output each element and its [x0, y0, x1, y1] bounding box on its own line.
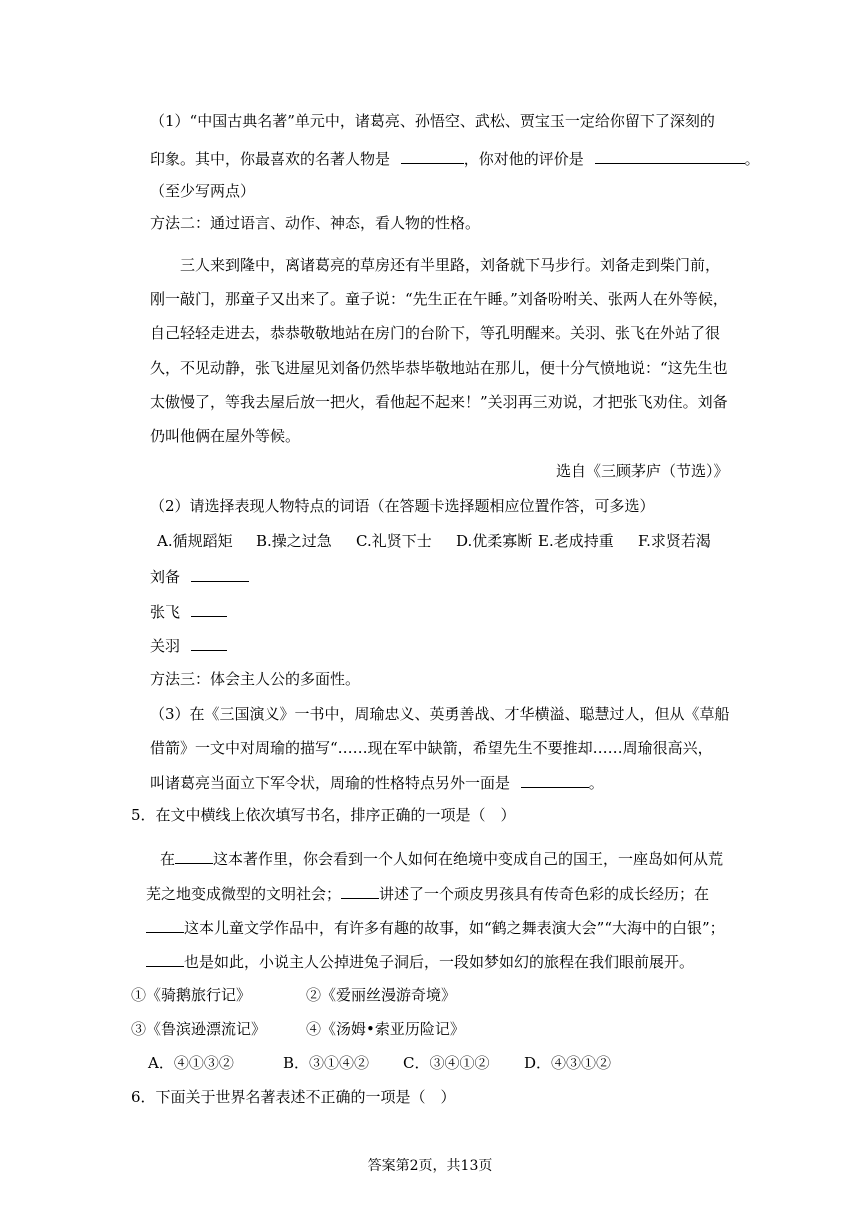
answer-blank-guanyu[interactable] [191, 635, 227, 651]
q1-text-c: 。 [744, 150, 760, 168]
q3-line2: 借箭》一文中对周瑜的描写“……现在军中缺箭，希望先生不要推却……周瑜很高兴， [150, 739, 713, 757]
q2-zhangfei-row [150, 601, 227, 622]
q3-line1: （3）在《三国演义》一书中，周瑜忠义、英勇善战、才华横溢、聪慧过人，但从《草船 [150, 705, 730, 723]
passage-line: 太傲慢了，等我去屋后放一把火，看他起不起来！”关羽再三劝说，才把张飞劝住。刘备 [150, 393, 728, 411]
q6-stem: 6．下面关于世界名著表述不正确的一项是（ ） [131, 1088, 456, 1106]
q2-option-e[interactable]: E.老成持重 [538, 532, 614, 550]
book-item-1: ①《骑鹅旅行记》 [131, 986, 252, 1004]
q1-line1: （1）“中国古典名著”单元中，诸葛亮、孙悟空、武松、贾宝玉一定给你留下了深刻的 [150, 112, 715, 130]
method-two-heading: 方法二：通过语言、动作、神态，看人物的性格。 [150, 214, 481, 232]
passage-line: 仍叫他俩在屋外等候。 [150, 427, 301, 445]
q5-stem: 5．在文中横线上依次填写书名，排序正确的一项是（ ） [131, 806, 516, 824]
answer-blank-liubei[interactable] [191, 566, 249, 582]
q5-text: 讲述了一个顽皮男孩具有传奇色彩的成长经历；在 [379, 885, 710, 903]
q5-choice-b[interactable]: B．③①④② [283, 1054, 370, 1072]
q5-text: 也是如此，小说主人公掉进兔子洞后，一段如梦如幻的旅程在我们眼前展开。 [184, 953, 695, 971]
answer-blank-evaluation[interactable] [595, 148, 745, 164]
passage-line: 刚一敲门，那童子又出来了。童子说：“先生正在午睡。”刘备吩咐关、张两人在外等候， [150, 290, 728, 308]
page-footer: 答案第2页，共13页 [367, 1158, 493, 1174]
q2-option-f[interactable]: F.求贤若渴 [638, 532, 711, 550]
book-item-2: ②《爱丽丝漫游奇境》 [306, 986, 457, 1004]
book-blank-2[interactable] [341, 883, 379, 899]
q2-prompt: （2）请选择表现人物特点的词语（在答题卡选择题相应位置作答，可多选） [150, 497, 655, 515]
passage-line: 自己轻轻走进去，恭恭敬敬地站在房门的台阶下，等孔明醒来。关羽、张飞在外站了很 [150, 324, 721, 342]
answer-blank-zhouyu-trait[interactable] [521, 772, 589, 788]
q5-choice-c[interactable]: C．③④①② [403, 1054, 490, 1072]
q5-text: 在 [160, 850, 176, 868]
q2-option-a[interactable]: A.循规蹈矩 [157, 532, 233, 550]
answer-blank-favorite-character[interactable] [401, 148, 464, 164]
q1-line3: （至少写两点） [150, 182, 256, 200]
q5-paragraph-line3 [146, 917, 725, 938]
book-blank-1[interactable] [175, 848, 213, 864]
answer-blank-zhangfei[interactable] [191, 601, 227, 617]
q1-line2 [150, 148, 760, 169]
q5-paragraph-line4 [146, 951, 694, 972]
passage-line: 久，不见动静，张飞进屋见刘备仍然毕恭毕敬地站在那儿，便十分气愤地说：“这先生也 [150, 359, 728, 377]
q5-paragraph-line2 [146, 883, 709, 904]
q2-option-d[interactable]: D.优柔寡断 [456, 532, 533, 550]
passage-source: 选自《三顾茅庐（节选）》 [556, 462, 729, 480]
book-item-3: ③《鲁滨逊漂流记》 [131, 1020, 267, 1038]
book-blank-3[interactable] [146, 917, 184, 933]
q2-liubei-label: 刘备 [150, 568, 181, 586]
q1-text-b: ，你对他的评价是 [463, 150, 584, 168]
q1-text-a: 印象。其中，你最喜欢的名著人物是 [150, 150, 391, 168]
q2-option-c[interactable]: C.礼贤下士 [356, 532, 432, 550]
q2-guanyu-label: 关羽 [150, 637, 181, 655]
q5-text: 这本著作里，你会看到一个人如何在绝境中变成自己的国王，一座岛如何从荒 [213, 850, 724, 868]
q2-option-b[interactable]: B.操之过急 [256, 532, 332, 550]
book-item-4: ④《汤姆•索亚历险记》 [306, 1020, 465, 1038]
q3-text-a: 叫诸葛亮当面立下军令状，周瑜的性格特点另外一面是 [150, 774, 511, 792]
q2-zhangfei-label: 张飞 [150, 603, 181, 621]
q5-text: 这本儿童文学作品中，有许多有趣的故事，如“鹤之舞表演大会”“大海中的白银”； [184, 919, 725, 937]
q5-choice-a[interactable]: A．④①③② [148, 1054, 234, 1072]
q2-liubei-row [150, 566, 249, 587]
q2-guanyu-row [150, 635, 227, 656]
method-three-heading: 方法三：体会主人公的多面性。 [150, 670, 361, 688]
q5-paragraph-line1 [160, 848, 723, 869]
q5-text: 芜之地变成微型的文明社会； [146, 885, 342, 903]
passage-line: 三人来到隆中，离诸葛亮的草房还有半里路，刘备就下马步行。刘备走到柴门前， [180, 256, 721, 274]
q5-choice-d[interactable]: D．④③①② [524, 1054, 612, 1072]
q3-line3 [150, 772, 604, 793]
q3-text-b: 。 [588, 774, 604, 792]
book-blank-4[interactable] [146, 951, 184, 967]
